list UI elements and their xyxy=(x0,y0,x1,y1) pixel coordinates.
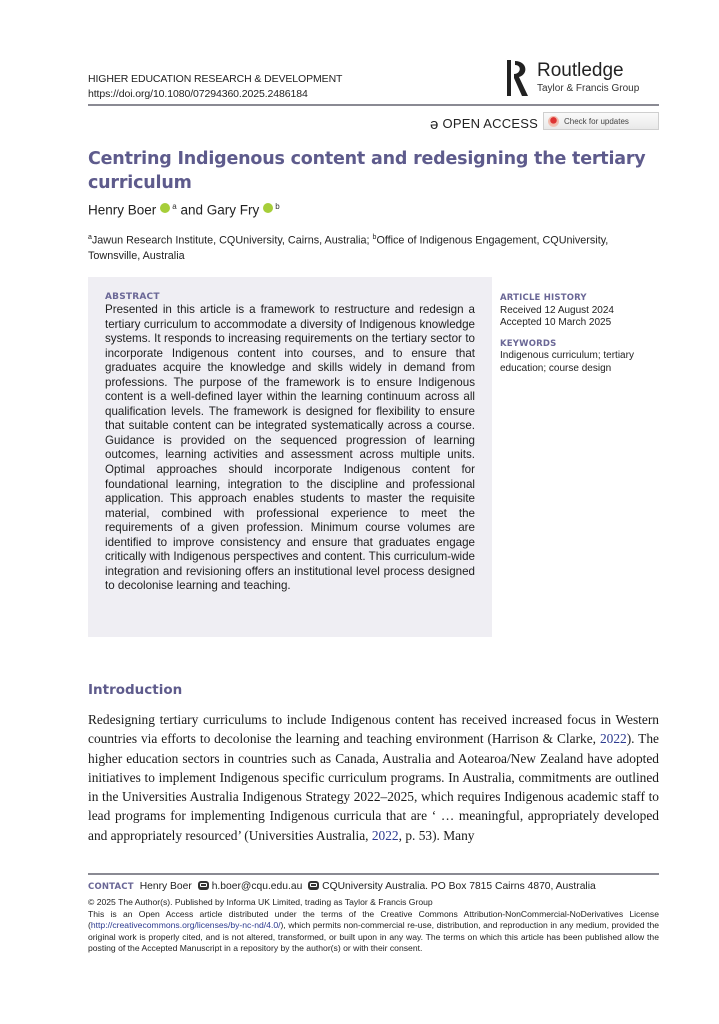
publisher-group: Taylor & Francis Group xyxy=(537,83,640,94)
doi-link[interactable]: https://doi.org/10.1080/07294360.2025.2486184 xyxy=(88,88,308,100)
abstract-text: Presented in this article is a framework to restructure and redesign a tertiary curriculum to accommodate a diversity of Indigenous knowledge systems. It responds to increasing requirements on the tertiary sector to incorporate Indigenous content into courses, and to ensure that graduates acquire the knowledge and skills widely in demand from professions. The purpose of the framework is to ensure Indigenous content is a well-defined layer within the learning continuum across all qualification levels. The framework is designed for flexibility to ensure that suitable content can be integrated systematically across a course. Guidance is provided on the sequenced progression of learning outcomes, learning activities and assessment across multiple units. Optimal approaches should incorporate Indigenous content for foundational learning, integration to the discipline and professional application. This approach enables students to master the requisite material, combined with professional experience to meet the requirements of a given profession. Minimum course volumes are identified to improve consistency and ensure that graduates engage critically with Indigenous perspectives and content. This curriculum-wide integration and revisioning offers an institutional level process designed to decolonise learning and teaching. xyxy=(105,303,475,593)
text-run: ). The higher education sectors in countries such as Canada, Australia and Aotearoa/New Zealand have adopted initiatives to implement Indigenous specific curriculum programs. In Australia, commitments are outlined in the Universities Australia Indigenous Strategy 2022–2025, which requires Indigenous academic staff to lead programs for implementing Indigenous curricula that are ‘ … meaningful, appropriately developed and appropriately resourced’ (Universities Australia, xyxy=(88,731,660,843)
contact-label: CONTACT xyxy=(88,882,134,892)
orcid-icon[interactable] xyxy=(160,203,170,213)
publisher-logo xyxy=(507,58,657,103)
license-text: This is an Open Access article distributed under the terms of the Creative Commons Attribution-NonCommercial-NoDerivatives License ( xyxy=(88,908,659,931)
author-list xyxy=(88,202,280,218)
address-icon xyxy=(308,881,319,890)
abstract-heading: ABSTRACT xyxy=(105,292,160,302)
contact-address: CQUniversity Australia. PO Box 7815 Cairns 4870, Australia xyxy=(322,881,596,892)
footer-divider xyxy=(88,873,659,875)
author-name[interactable]: Gary Fry xyxy=(206,202,260,218)
check-for-updates-button[interactable] xyxy=(543,112,659,130)
orcid-icon[interactable] xyxy=(263,203,273,213)
accepted-date: Accepted 10 March 2025 xyxy=(500,317,612,328)
contact-line xyxy=(88,881,596,892)
affiliation-b: Office of Indigenous Engagement, CQUniversity, Townsville, Australia xyxy=(88,234,609,263)
check-for-updates-label: Check for updates xyxy=(564,116,629,126)
article-title: Centring Indigenous content and redesigning the tertiary curriculum xyxy=(88,149,646,193)
article-sidebar xyxy=(500,292,660,375)
contact-email[interactable]: h.boer@cqu.edu.au xyxy=(211,881,303,892)
contact-name: Henry Boer xyxy=(139,881,192,892)
open-lock-icon: ə xyxy=(430,116,439,133)
affiliation-mark: b xyxy=(372,234,377,241)
citation-link[interactable]: 2022 xyxy=(599,731,627,747)
routledge-r-icon xyxy=(507,58,529,98)
introduction-heading: Introduction xyxy=(88,682,183,698)
introduction-paragraph xyxy=(88,710,659,845)
text-run: , p. 53). Many xyxy=(398,827,475,843)
article-history-heading: ARTICLE HISTORY xyxy=(500,293,587,303)
author-name[interactable]: Henry Boer xyxy=(88,202,157,218)
received-date: Received 12 August 2024 xyxy=(500,304,614,316)
header-divider xyxy=(88,104,659,106)
open-access-label: OPEN ACCESS xyxy=(442,116,538,131)
author-joiner: and xyxy=(180,202,204,218)
affiliations xyxy=(88,230,663,265)
affiliation-mark: a xyxy=(172,202,177,211)
copyright-line: © 2025 The Author(s). Published by Informa UK Limited, trading as Taylor & Francis Group xyxy=(88,897,433,907)
keywords-list: Indigenous curriculum; tertiary education; course design xyxy=(500,350,634,374)
license-link[interactable]: http://creativecommons.org/licenses/by-nc-nd/4.0/ xyxy=(90,920,281,931)
affiliation-mark: a xyxy=(88,234,92,241)
crossmark-icon xyxy=(548,116,559,127)
open-access-badge xyxy=(430,116,538,133)
email-icon xyxy=(198,881,209,890)
license-text: ), which permits non-commercial re-use, distribution, and reproduction in any medium, provided the original work is properly cited, and is not altered, transformed, or built upon in any way. The terms on which this article has been published allow the posting of the Accepted Manuscript in a repository by the author(s) or with their consent. xyxy=(88,920,659,954)
text-run: Redesigning tertiary curriculums to include Indigenous content has received increased focus in Western countries via efforts to decolonise the learning and teaching environment (Harrison & Clarke, xyxy=(88,712,659,747)
affiliation-a: Jawun Research Institute, CQUniversity, Cairns, Australia; xyxy=(91,234,373,247)
affiliation-mark: b xyxy=(275,202,280,211)
license-notice xyxy=(88,897,659,955)
journal-name: HIGHER EDUCATION RESEARCH & DEVELOPMENT xyxy=(88,73,343,85)
keywords-heading: KEYWORDS xyxy=(500,338,557,349)
citation-link[interactable]: 2022 xyxy=(371,827,399,843)
publisher-name: Routledge xyxy=(537,60,624,81)
journal-header xyxy=(88,72,342,102)
